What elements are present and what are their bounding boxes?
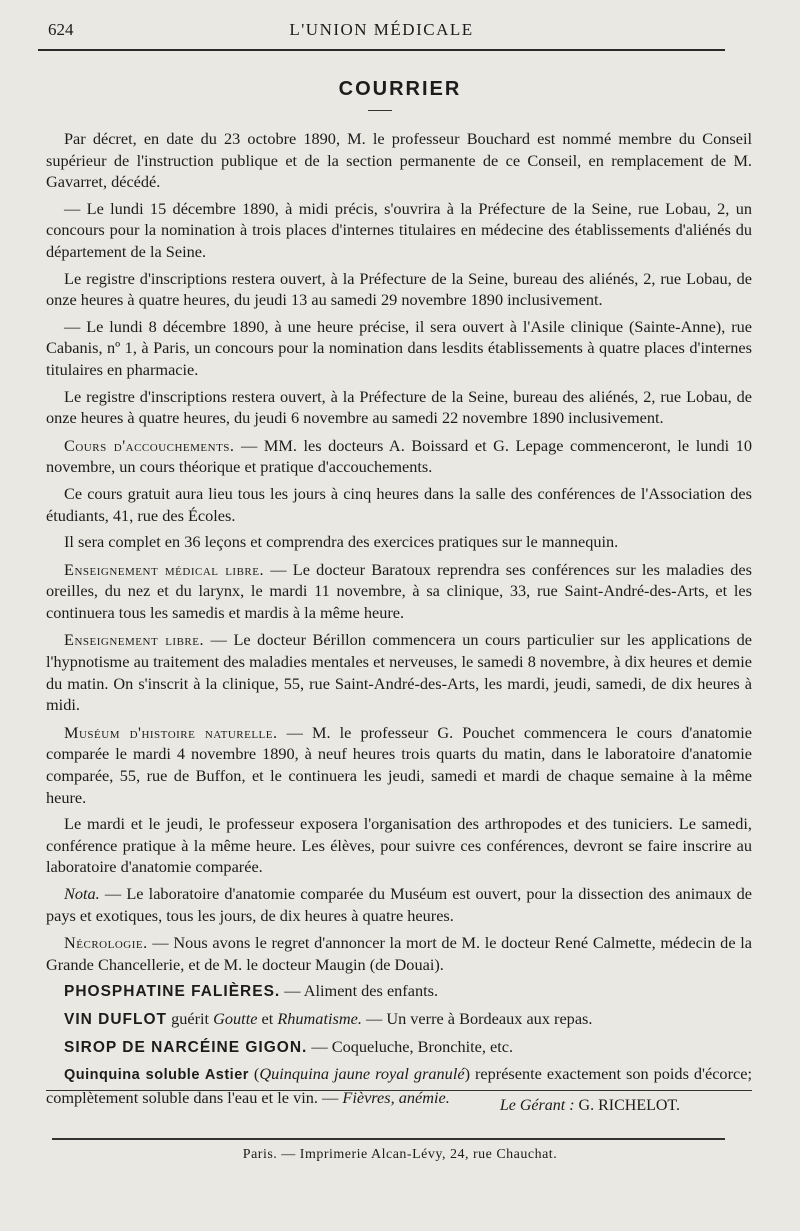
paragraph-lead: Enseignement libre. bbox=[64, 630, 205, 650]
paragraph-lead: Nécrologie. bbox=[64, 933, 148, 953]
paragraph: Le registre d'inscriptions restera ouvert, à la Préfecture de la Seine, bureau des aliénés, 2, rue Lobau, de onze heures à quatre heures, du jeudi 6 novembre au samedi 22 novembre 1890 inclusivement. bbox=[46, 386, 752, 428]
imprint-line: Paris. — Imprimerie Alcan-Lévy, 24, rue Chauchat. bbox=[242, 1147, 558, 1162]
paragraph: Nécrologie. — Nous avons le regret d'annoncer la mort de M. le docteur René Calmette, médecin de la Grande Chancellerie, et de M. le docteur Maugin (de Douai). bbox=[46, 933, 752, 974]
paragraph: Enseignement libre. — Le docteur Bérillon commencera un cours particulier sur les applications de l'hypnotisme au traitement des maladies mentales et nerveuses, le samedi 8 novembre, à dix heures et demie du matin. On s'inscrit à la clinique, 55, rue Saint-André-des-Arts, les mardi, jeudi, samedi, de dix heures à midi. bbox=[46, 630, 752, 715]
paragraph: Ce cours gratuit aura lieu tous les jours à cinq heures dans la salle des conférences de l'Association des étudiants, 41, rue des Écoles. bbox=[46, 483, 752, 525]
advertisement: SIROP DE NARCÉINE GIGON. — Coqueluche, Bronchite, etc. bbox=[64, 1036, 514, 1056]
paragraph: Muséum d'histoire naturelle. — M. le professeur G. Pouchet commencera le cours d'anatomie comparée le mardi 4 novembre 1890, à neuf heures trois quarts du matin, dans le laboratoire d'anatomie comparée, 55, rue de Buffon, et le continuera les jeudi, samedi et mardi de chaque semaine à la même heure. bbox=[46, 722, 752, 807]
section-title: COURRIER bbox=[338, 78, 462, 100]
paragraph: Par décret, en date du 23 octobre 1890, M. le professeur Bouchard est nommé membre du Conseil supérieur de l'instruction publique et de la section permanente de ce Conseil, en remplacement de M. Gavarret, décédé. bbox=[46, 129, 752, 192]
paragraph-lead: Muséum d'histoire naturelle. bbox=[64, 722, 278, 742]
title-ornament bbox=[368, 110, 392, 111]
gerant-signature: Le Gérant : G. RICHELOT. bbox=[499, 1097, 680, 1114]
page-header bbox=[38, 18, 725, 46]
paragraph: Le mardi et le jeudi, le professeur exposera l'organisation des arthropodes et des tuniciers. Le samedi, conférence pratique à la même heure. Les élèves, pour suivre ces conférences, devront se faire inscrire au laboratoire d'anatomie comparée. bbox=[46, 814, 752, 877]
paragraph: Le registre d'inscriptions restera ouvert, à la Préfecture de la Seine, bureau des aliénés, 2, rue Lobau, de onze heures à quatre heures, du jeudi 13 au samedi 29 novembre 1890 inclusivement. bbox=[46, 268, 752, 310]
page-number: 624 bbox=[48, 20, 74, 39]
paragraph: — Le lundi 15 décembre 1890, à midi précis, s'ouvrira à la Préfecture de la Seine, rue Lobau, 2, un concours pour la nomination à trois places d'internes titulaires en médecine des établissements d'aliénés du département de la Seine. bbox=[46, 198, 752, 261]
paragraph: Cours d'accouchements. — MM. les docteurs A. Boissard et G. Lepage commenceront, le lundi 10 novembre, un cours théorique et pratique d'accouchements. bbox=[46, 435, 752, 477]
advertisement: PHOSPHATINE FALIÈRES. — Aliment des enfants. bbox=[64, 981, 439, 1001]
paragraph: — Le lundi 8 décembre 1890, à une heure précise, il sera ouvert à l'Asile clinique (Sainte-Anne), rue Cabanis, nº 1, à Paris, un concours pour la nomination dans lesdits établissements à quatre places d'internes titulaires en pharmacie. bbox=[46, 316, 752, 379]
footer-rule bbox=[46, 1090, 752, 1091]
paragraph: Enseignement médical libre. — Le docteur Baratoux reprendra ses conférences sur les maladies des oreilles, du nez et du larynx, le mardi 11 novembre, à sa clinique, 33, rue Saint-André-des-Arts, et les continuera tous les samedis et mardis à la même heure. bbox=[46, 559, 752, 622]
paragraph-lead: Enseignement médical libre. bbox=[64, 559, 265, 579]
paragraph-lead: Nota. bbox=[64, 884, 100, 903]
paragraph: Nota. — Le laboratoire d'anatomie comparée du Muséum est ouvert, pour la dissection des animaux de pays et exotiques, tous les jours, de dix heures à quatre heures. bbox=[46, 884, 752, 925]
running-head: L'UNION MÉDICALE bbox=[289, 20, 474, 39]
article-body bbox=[46, 128, 752, 1113]
footer-rule bbox=[52, 1138, 725, 1140]
advertisement: Quinquina soluble Astier (Quinquina jaune royal granulé) représente exactement son poids d'écorce; complètement soluble dans l'eau et le vin. — Fièvres, anémie. bbox=[46, 1064, 752, 1107]
paragraph: Il sera complet en 36 leçons et comprendra des exercices pratiques sur le mannequin. bbox=[64, 532, 619, 552]
paragraph-lead: Cours d'accouchements. bbox=[64, 435, 235, 455]
advertisement: VIN DUFLOT guérit Goutte et Rhumatisme. — Un verre à Bordeaux aux repas. bbox=[64, 1008, 593, 1028]
header-rule bbox=[38, 49, 725, 51]
